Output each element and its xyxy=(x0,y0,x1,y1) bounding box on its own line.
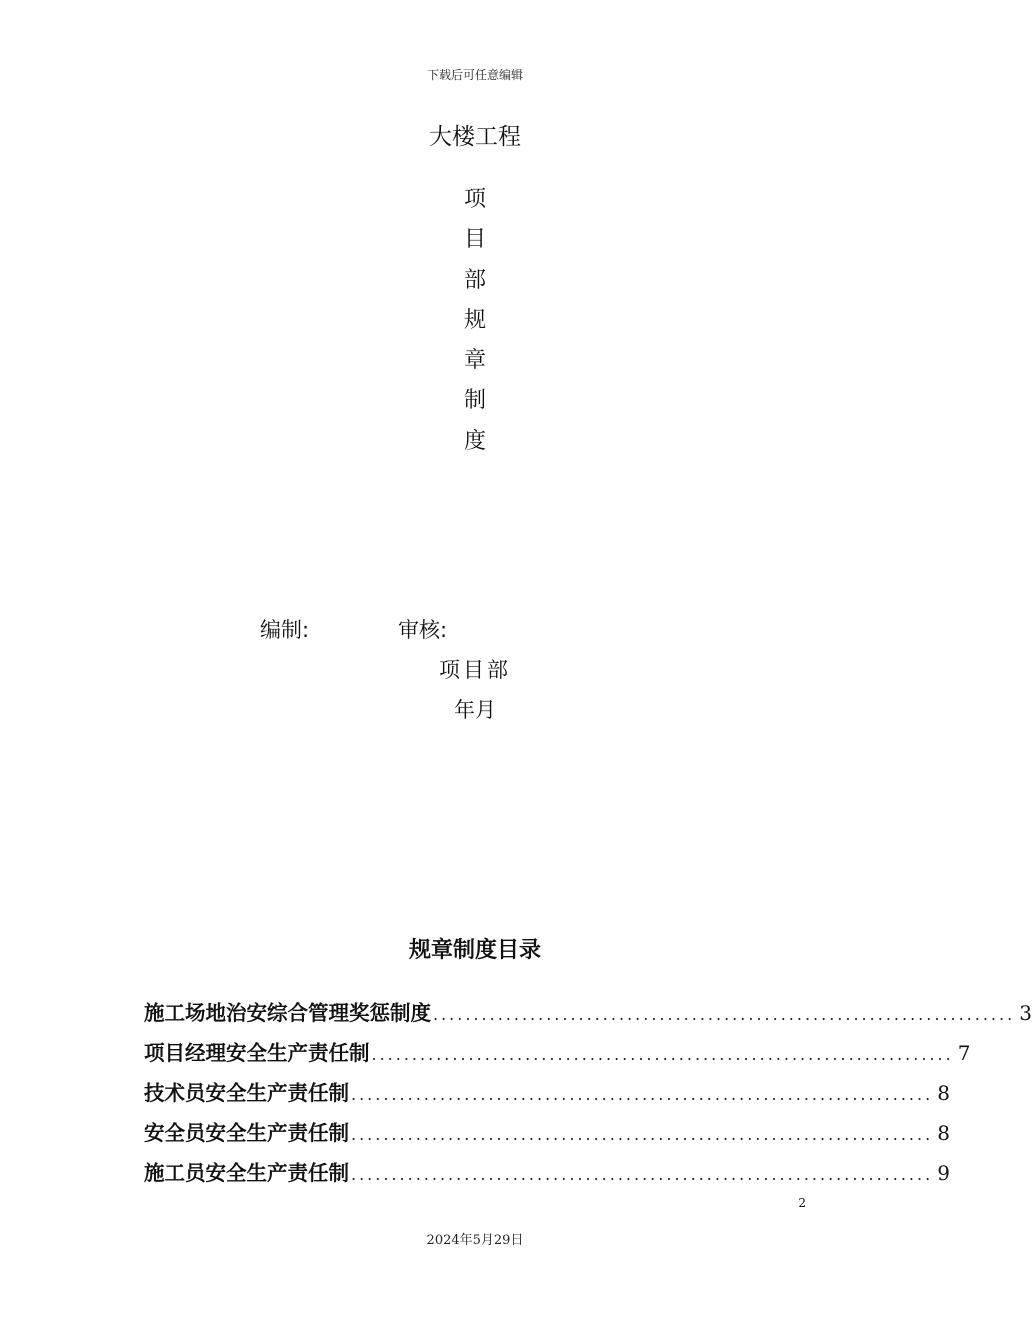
toc-entry[interactable] xyxy=(144,1036,971,1076)
header-note: 下载后可任意编辑 xyxy=(426,68,523,82)
title-char: 章 xyxy=(463,348,486,374)
page-number: 2 xyxy=(798,1196,806,1210)
toc-entry[interactable] xyxy=(144,1156,950,1196)
toc-entry-title: 施工员安全生产责任制 xyxy=(144,1161,349,1185)
toc-entry-title: 安全员安全生产责任制 xyxy=(144,1121,349,1145)
toc-dot-leader: ........................................................................ xyxy=(351,1125,934,1144)
toc-entry-page: 9 xyxy=(937,1161,950,1185)
toc-entry-page: 8 xyxy=(937,1081,950,1105)
footer-date: 2024年5月29日 xyxy=(426,1233,524,1248)
toc-dot-leader: ........................................................................ xyxy=(351,1085,934,1104)
toc-entry[interactable] xyxy=(144,1116,950,1156)
title-char: 规 xyxy=(463,307,486,333)
toc-dot-leader: ........................................................................ xyxy=(371,1045,954,1064)
toc-entry[interactable] xyxy=(144,996,1032,1036)
date-placeholder: 年月 xyxy=(454,698,496,722)
title-char: 部 xyxy=(463,267,486,293)
toc-entry-page: 8 xyxy=(937,1121,950,1145)
title-char: 目 xyxy=(463,227,486,253)
signature-row xyxy=(260,614,448,644)
toc-entry-page: 3 xyxy=(1019,1001,1032,1025)
toc-entry[interactable] xyxy=(144,1076,950,1116)
toc-dot-leader: ........................................................................ xyxy=(433,1005,1016,1024)
toc-title: 规章制度目录 xyxy=(408,938,541,963)
vertical-document-title xyxy=(455,180,495,462)
reviewer-label: 审核: xyxy=(398,618,448,642)
toc-entry-title: 技术员安全生产责任制 xyxy=(144,1081,349,1105)
department-name: 项目部 xyxy=(439,658,511,682)
toc-entry-title: 项目经理安全生产责任制 xyxy=(144,1041,370,1065)
title-char: 制 xyxy=(463,388,486,414)
toc-entry-title: 施工场地治安综合管理奖惩制度 xyxy=(144,1001,431,1025)
editor-label: 编制: xyxy=(260,618,310,642)
project-name: 大楼工程 xyxy=(429,124,521,150)
toc-entry-page: 7 xyxy=(957,1041,971,1065)
title-char: 度 xyxy=(463,428,486,454)
title-char: 项 xyxy=(463,187,486,212)
table-of-contents xyxy=(144,996,1032,1196)
toc-dot-leader: ........................................................................ xyxy=(351,1165,934,1184)
